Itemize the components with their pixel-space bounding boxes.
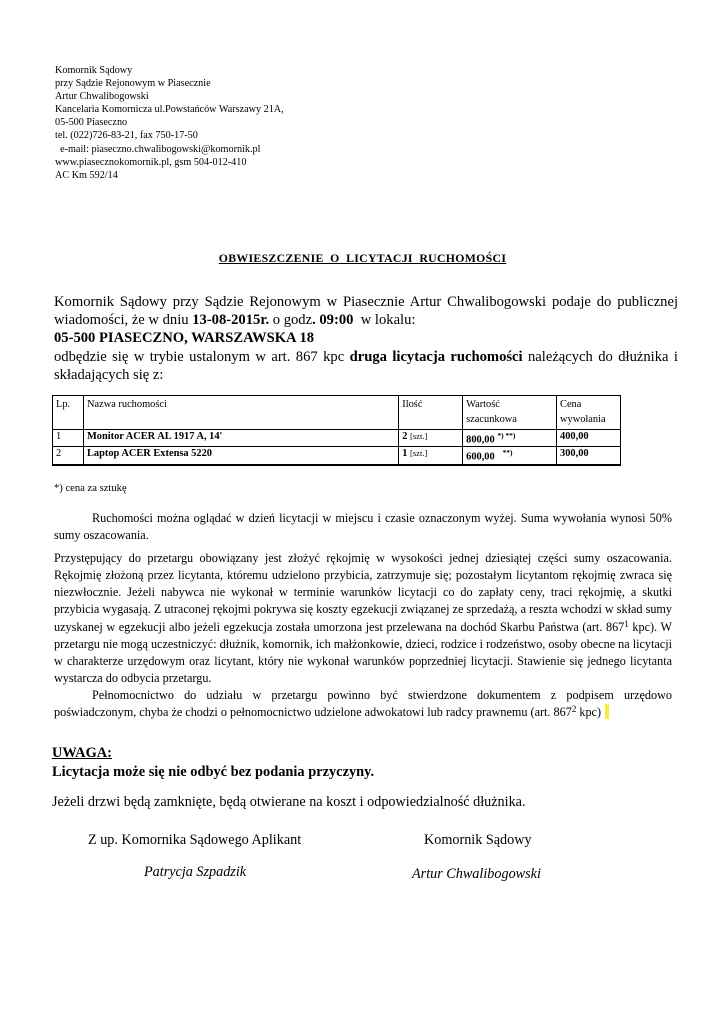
document-title: OBWIESZCZENIE O LICYTACJI RUCHOMOŚCI [218, 251, 507, 265]
proxy-paragraph [54, 687, 672, 721]
intro-text: odbędzie się w trybie ustalonym w art. 867 kpc [54, 348, 350, 365]
col-header-price-line1: Cena [560, 399, 582, 410]
header-line: przy Sądzie Rejonowym w Piasecznie [55, 78, 211, 90]
signature-left-title: Z up. Komornika Sądowego Aplikant [88, 832, 302, 848]
signature-right-name: Artur Chwalibogowski [412, 866, 541, 882]
signature-right-title: Komornik Sądowy [424, 832, 532, 848]
qty-unit: [szt.] [410, 448, 428, 459]
qty-value: 1 [402, 448, 408, 460]
header-line: www.piasecznokomornik.pl, gsm 504-012-410 [55, 156, 247, 168]
qty-unit: [szt.] [410, 431, 428, 441]
cell-qty [399, 447, 463, 465]
table-row [53, 430, 621, 447]
header-line: tel. (022)726-83-21, fax 750-17-50 [55, 130, 198, 142]
auction-type: druga licytacja ruchomości [349, 348, 523, 365]
header-line: Komornik Sądowy [55, 65, 133, 76]
cell-lp: 1 [53, 430, 84, 447]
table-header-row [53, 396, 621, 430]
cell-price: 400,00 [557, 430, 621, 447]
footnote: *) cena za sztukę [54, 483, 127, 494]
cell-lp: 2 [53, 447, 84, 465]
header-line: e-mail: piaseczno.chwalibogowski@komornik.pl [55, 143, 261, 155]
auction-address: 05-500 PIASECZNO, WARSZAWSKA 18 [54, 330, 315, 347]
items-table [52, 395, 621, 466]
header-line: 05-500 Piaseczno [55, 117, 128, 129]
col-header-value-line1: Wartość [466, 399, 500, 410]
deposit-text: Przystępujący do przetargu obowiązany jest złożyć rękojmię w wysokości jednej dziesiątej części sumy oszacowania. Rękojmię złożoną przez licytanta, któremu udzielono przybicia, zatrzymuje się; pozostałym licytantom rękojmię zwraca się niezwłocznie. Jeżeli nabywca nie wykonał w terminie warunków licytacji co do zapłaty ceny, traci rękojmię, a skutki przybicia wygasają. Z utraconej rękojmi pokrywa się koszty egzekucji związanej ze sprzedażą, a reszta wchodzi w skład sumy uzyskanej w egzekucji albo jeżeli egzekucja została umorzona jest przelewana na dochód Skarbu Państwa (art. 867 [54, 551, 672, 634]
col-header-price [557, 396, 621, 430]
col-header-value [463, 396, 557, 430]
intro-paragraph [54, 293, 678, 384]
auction-date: 13-08-2015r. [192, 312, 270, 329]
cell-value [463, 430, 557, 447]
intro-text: o godz [269, 312, 313, 329]
doors-notice: Jeżeli drzwi będą zamknięte, będą otwierane na koszt i odpowiedzialność dłużnika. [52, 794, 526, 810]
notice-label: UWAGA: [52, 745, 112, 761]
cell-price: 300,00 [557, 447, 621, 465]
sender-header [55, 64, 284, 182]
article-superscript: 2 [571, 704, 577, 715]
col-header-name: Nazwa ruchomości [83, 396, 398, 430]
col-header-qty: Ilość [399, 396, 463, 430]
col-header-price-line2: wywołania [560, 414, 606, 425]
header-line: Kancelaria Komornicza ul.Powstańców Warszawy 21A, [55, 104, 284, 116]
auction-time: . 09:00 [312, 312, 354, 329]
col-header-lp: Lp. [53, 396, 84, 430]
notice-text: Licytacja może się nie odbyć bez podania przyczyny. [52, 764, 375, 780]
case-number: AC Km 592/14 [55, 169, 118, 181]
value-footnote-mark: **) [502, 448, 513, 458]
qty-value: 2 [402, 431, 408, 442]
value-amount: 800,00 [466, 434, 495, 446]
header-line: Artur Chwalibogowski [55, 91, 149, 103]
signature-left-name: Patrycja Szpadzik [144, 864, 247, 880]
value-footnote-mark: *) **) [497, 431, 516, 440]
value-amount: 600,00 [466, 451, 495, 463]
cell-name: Monitor ACER AL 1917 A, 14' [83, 430, 398, 447]
viewing-paragraph: Ruchomości można oglądać w dzień licytacji w miejscu i czasie oznaczonym wyżej. Suma wywołania wynosi 50% sumy oszacowania. [54, 511, 672, 543]
proxy-text: kpc) [576, 705, 602, 720]
cell-value [463, 447, 557, 465]
terms-body [54, 510, 672, 721]
intro-text: w lokalu: [353, 312, 416, 329]
col-header-value-line2: szacunkowa [466, 414, 517, 425]
cell-name: Laptop ACER Extensa 5220 [83, 447, 398, 465]
deposit-text: kpc). W przetargu nie mogą uczestniczyć: dłużnik, komornik, ich małżonkowie, dzieci, rodzice i rodzeństwo, osoby obecne na licytacji w charakterze urzędowym oraz licytant, który nie wykonał warunków poprzedniej licytacji. Stawienie się jednego licytanta wystarcza do odbycia przetargu. [54, 619, 672, 685]
notice-block [52, 744, 374, 782]
table-row [53, 447, 621, 465]
article-superscript: 1 [624, 618, 629, 629]
proxy-text: Pełnomocnictwo do udziału w przetargu powinno być stwierdzone dokumentem z podpisem urzędowo poświadczonym, chyba że chodzi o pełnomocnictwo udzielone adwokatowi lub radcy prawnemu (art. 867 [54, 687, 672, 720]
intro-text: Komornik Sądowy przy Sądzie Rejonowym w Piasecznie Artur Chwalibogowski podaje do publicznej wiadomości, że w dniu [54, 294, 678, 329]
cell-qty [399, 430, 463, 447]
deposit-paragraph [54, 550, 672, 687]
intro-text: należących do dłużnika i składających się z: [54, 348, 678, 383]
highlight-mark [605, 704, 609, 719]
